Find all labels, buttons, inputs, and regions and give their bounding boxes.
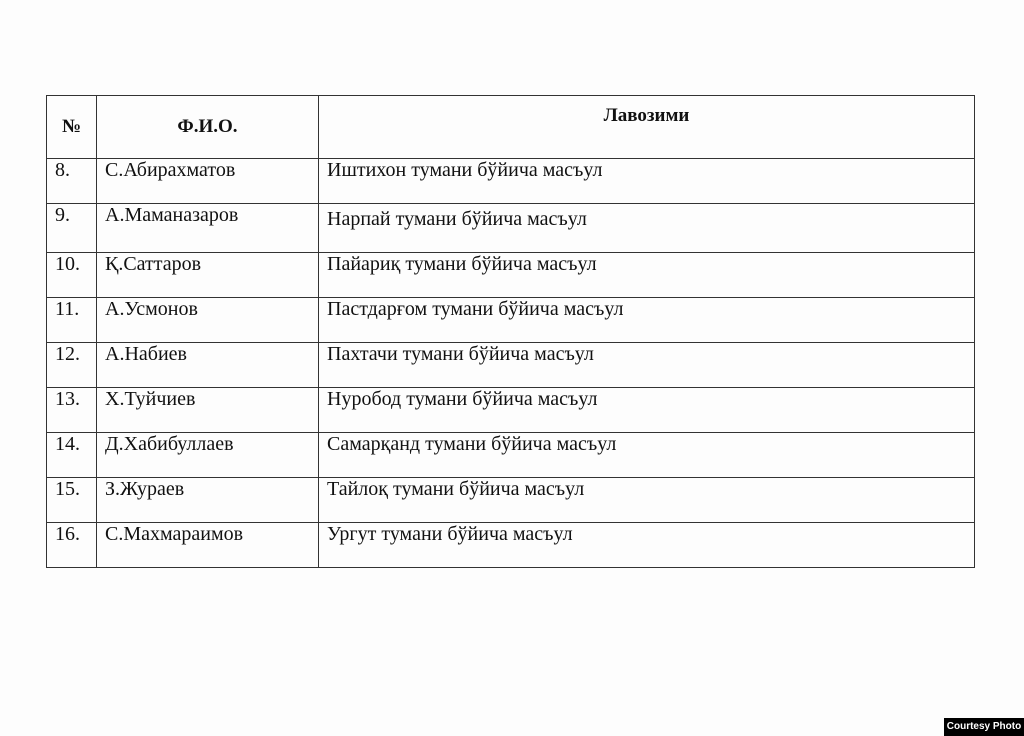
row-name: З.Жураев <box>97 478 319 523</box>
header-position: Лавозими <box>319 96 975 159</box>
row-name: С.Абирахматов <box>97 159 319 204</box>
table-row <box>47 388 975 433</box>
row-number: 15. <box>47 478 97 523</box>
row-name: А.Набиев <box>97 343 319 388</box>
row-number: 16. <box>47 523 97 568</box>
row-position: Нарпай тумани бўйича масъул <box>319 204 975 253</box>
row-number: 13. <box>47 388 97 433</box>
table-row <box>47 298 975 343</box>
table-row <box>47 253 975 298</box>
header-number: № <box>47 96 97 159</box>
row-number: 9. <box>47 204 97 253</box>
row-name: Х.Туйчиев <box>97 388 319 433</box>
table-row <box>47 478 975 523</box>
row-number: 12. <box>47 343 97 388</box>
row-position: Самарқанд тумани бўйича масъул <box>319 433 975 478</box>
table-header <box>47 96 975 159</box>
header-name: Ф.И.О. <box>97 96 319 159</box>
table-row <box>47 159 975 204</box>
row-position: Пахтачи тумани бўйича масъул <box>319 343 975 388</box>
row-position: Ургут тумани бўйича масъул <box>319 523 975 568</box>
row-name: С.Махмараимов <box>97 523 319 568</box>
courtesy-photo-credit: Courtesy Photo <box>944 718 1024 736</box>
table-row <box>47 343 975 388</box>
table-row <box>47 204 975 253</box>
row-number: 10. <box>47 253 97 298</box>
row-name: А.Усмонов <box>97 298 319 343</box>
row-position: Пастдарғом тумани бўйича масъул <box>319 298 975 343</box>
table-body <box>47 159 975 568</box>
row-name: Қ.Саттаров <box>97 253 319 298</box>
row-position: Иштихон тумани бўйича масъул <box>319 159 975 204</box>
row-position: Тайлоқ тумани бўйича масъул <box>319 478 975 523</box>
row-position: Нуробод тумани бўйича масъул <box>319 388 975 433</box>
row-name: А.Маманазаров <box>97 204 319 253</box>
row-number: 14. <box>47 433 97 478</box>
row-number: 8. <box>47 159 97 204</box>
row-number: 11. <box>47 298 97 343</box>
table-row <box>47 523 975 568</box>
header-row <box>47 96 975 159</box>
row-position: Пайариқ тумани бўйича масъул <box>319 253 975 298</box>
row-name: Д.Хабибуллаев <box>97 433 319 478</box>
table-row <box>47 433 975 478</box>
roster-table <box>46 95 975 568</box>
